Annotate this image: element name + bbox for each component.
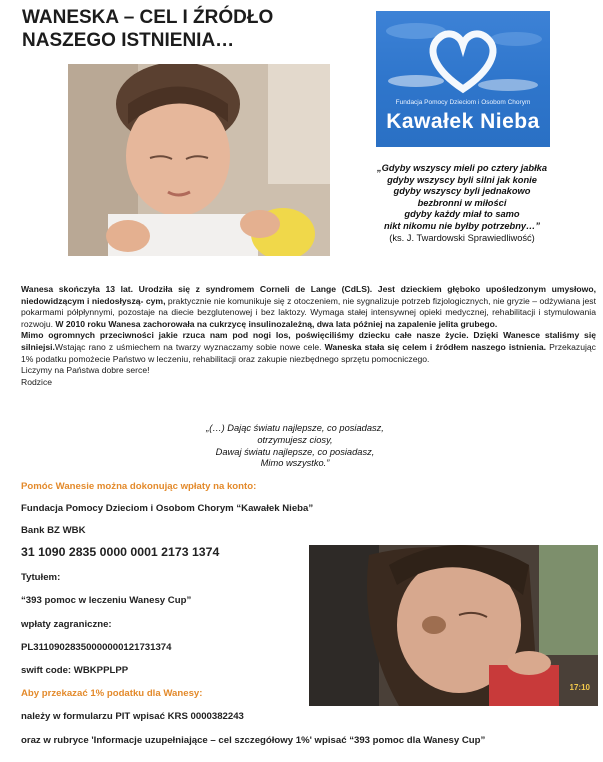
krs-instruction: należy w formularzu PIT wpisać KRS 0000382243 — [21, 711, 244, 722]
story-text — [21, 284, 596, 388]
quote-line: otrzymujesz ciosy, — [257, 434, 333, 445]
poem-line: „Gdyby wszyscy mieli po cztery jabłka — [377, 163, 547, 173]
foreign-transfer-label: wpłaty zagraniczne: — [21, 619, 112, 630]
child-photo-top-illustration — [68, 64, 330, 256]
poem-line: gdyby wszyscy byli silni jak konie — [387, 174, 537, 185]
quote-line: Dawaj światu najlepsze, co posiadasz, — [215, 446, 375, 457]
tax-heading: Aby przekazać 1% podatku dla Wanesy: — [21, 688, 203, 699]
rubric-instruction: oraz w rubryce 'Informacje uzupełniające – cel szczegółowy 1%' wpisać “393 pomoc dla Wanesy Cup” — [21, 735, 486, 746]
story-paragraph-2 — [21, 330, 596, 365]
logo-name: Kawałek Nieba — [386, 110, 540, 133]
story-p2-regular: Wstając rano z uśmiechem na twarzy wyznaczamy sobie nowe cele. — [54, 341, 322, 352]
story-p1-regular: praktycznie nie komunikuje się z otoczeniem, nie sygnalizuje potrzeb fizjologicznych, nie gryzie – odżywiana jest pokarmami półpłynnymi, pozostaje na diecie bezglutenowej i bez laktozy. Wymaga stałej intensywnej opieki medycznej, rehabilitacji i stymulowania rozwoju. — [21, 295, 596, 329]
story-p2-bold: Mimo ogromnych przeciwności jakie rzuca nam pod nogi los, poświęciliśmy dziecku całe nasze życie. Dzięki Wanesce staliśmy się silniejsi. — [21, 330, 596, 352]
foundation-logo — [376, 11, 550, 147]
story-p2-regular-end: Przekazując 1% podatku pomożecie Państwo w leczeniu, rehabilitacji oraz zakupie niezbędnego sprzętu pomocniczego. — [21, 341, 596, 364]
poem-line: bezbronni w miłości — [417, 197, 507, 208]
twardowski-poem — [352, 163, 572, 244]
poem-author: (ks. J. Twardowski Sprawiedliwość) — [389, 232, 535, 243]
story-signature: Rodzice — [21, 376, 53, 387]
poem-line: gdyby każdy miał to samo — [404, 209, 520, 220]
story-p2-bold-mid: Waneska stała się celem i źródłem naszego istnienia. — [321, 341, 547, 352]
transfer-title-value: “393 pomoc w leczeniu Wanesy Cup” — [21, 595, 192, 606]
bank-name: Bank BZ WBK — [21, 525, 86, 536]
poem-line: gdyby wszyscy byli jednakowo — [393, 186, 531, 197]
donation-heading: Pomóc Wanesie można dokonując wpłaty na konto: — [21, 481, 257, 492]
story-paragraph-3: Liczymy na Państwa dobre serce! — [21, 365, 150, 376]
page-title: WANESKA – CEL I ŹRÓDŁO NASZEGO ISTNIENIA… — [22, 7, 274, 51]
iban-number: PL31109028350000000121731374 — [21, 642, 172, 653]
child-photo-bottom — [309, 545, 598, 706]
child-photo-bottom-illustration — [309, 545, 598, 706]
closing-quote — [150, 423, 440, 470]
account-number: 31 1090 2835 0000 0001 2173 1374 — [21, 545, 220, 559]
transfer-title-label: Tytułem: — [21, 572, 61, 583]
story-p1-bold: Wanesa skończyła 13 lat. Urodziła się z syndromem Corneli de Lange (CdLS). Jest dzieckiem głęboko upośledzonym umysłowo, niedowidzącym i niedosłyszą- cym, — [21, 284, 596, 306]
poem-line: nikt nikomu nie byłby potrzebny…” — [384, 220, 540, 231]
story-p1-bold-end: W 2010 roku Wanesa zachorowała na cukrzycę insulinozależną, dwa lata później na zapalenie jelita grubego. — [53, 318, 498, 329]
quote-line: Mimo wszystko.” — [260, 458, 330, 469]
story-paragraph-1 — [21, 284, 596, 330]
quote-line: „(…) Dając światu najlepsze, co posiadasz, — [206, 423, 384, 433]
logo-org-line: Fundacja Pomocy Dzieciom i Osobom Chorym — [395, 99, 531, 106]
photo-timestamp: 17:10 — [569, 683, 590, 692]
child-photo-top — [68, 64, 330, 256]
swift-code: swift code: WBKPPLPP — [21, 665, 129, 676]
foundation-name: Fundacja Pomocy Dzieciom i Osobom Chorym “Kawałek Nieba” — [21, 503, 314, 514]
